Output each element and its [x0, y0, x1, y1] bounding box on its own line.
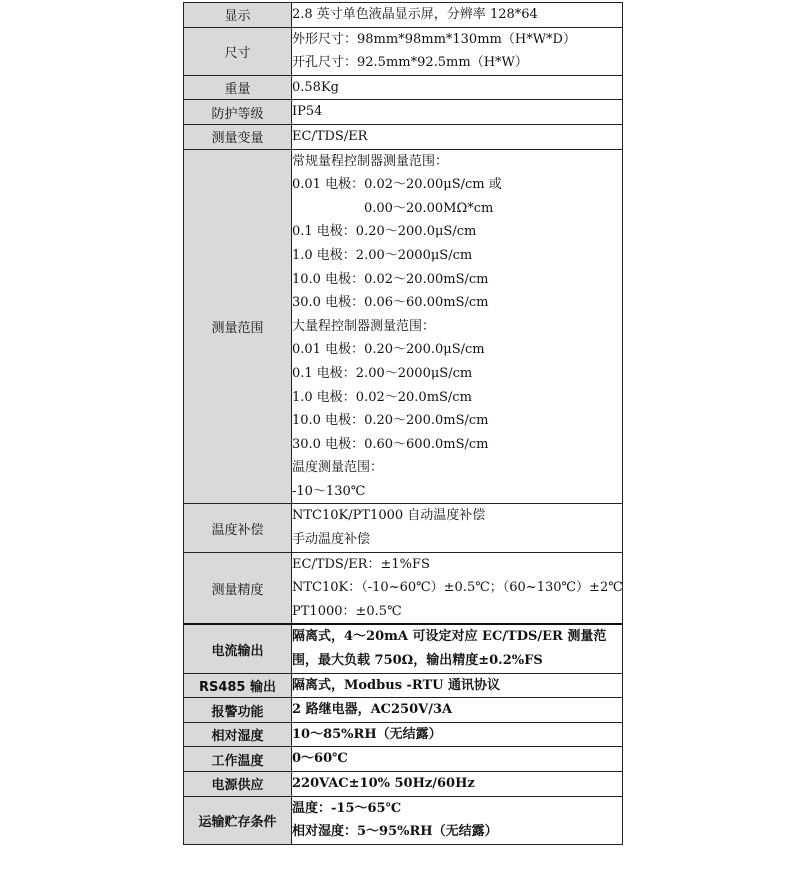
value-line: 手动温度补偿	[292, 532, 371, 548]
spec-table	[183, 2, 623, 845]
value-line: 隔离式，Modbus -RTU 通讯协议	[292, 677, 501, 693]
row-value	[292, 796, 623, 844]
value-line: 2 路继电器，AC250V/3A	[292, 702, 453, 718]
value-line: EC/TDS/ER：±1%FS	[292, 556, 430, 572]
row-label: 运输贮存条件	[184, 796, 292, 844]
value-line: 温度：-15～65℃	[292, 800, 402, 816]
table-row	[184, 673, 623, 698]
table-row	[184, 75, 623, 100]
value-line: 开孔尺寸：92.5mm*92.5mm（H*W）	[292, 55, 528, 71]
row-value	[292, 75, 623, 100]
value-line: 2.8 英寸单色液晶显示屏，分辨率 128*64	[292, 7, 538, 22]
row-value	[292, 772, 623, 797]
value-line: 0.01 电极：0.20～200.0μS/cm	[292, 342, 485, 358]
row-label: 防护等级	[184, 100, 292, 125]
value-line: 0.1 电极：0.20～200.0μS/cm	[292, 224, 477, 240]
row-value	[292, 624, 623, 673]
value-line: 围，最大负载 750Ω，输出精度±0.2%FS	[292, 653, 543, 669]
row-label: 相对湿度	[184, 722, 292, 747]
value-line: 1.0 电极：2.00～2000μS/cm	[292, 247, 473, 263]
value-line: 0.00～20.00MΩ*cm	[364, 200, 494, 216]
table-row	[184, 124, 623, 149]
row-label: 温度补偿	[184, 504, 292, 552]
row-label: 电流输出	[184, 624, 292, 673]
value-line: 0.58Kg	[292, 79, 339, 95]
row-value	[292, 504, 623, 552]
table-row	[184, 27, 623, 75]
table-row	[184, 698, 623, 723]
row-label: 测量变量	[184, 124, 292, 149]
row-label: 显示	[184, 3, 292, 28]
row-value	[292, 552, 623, 624]
value-line: 0～60℃	[292, 751, 348, 767]
row-value	[292, 747, 623, 772]
table-row	[184, 3, 623, 28]
value-line: 30.0 电极：0.06～60.00mS/cm	[292, 295, 489, 311]
table-row	[184, 504, 623, 552]
row-label: 重量	[184, 75, 292, 100]
value-line: 隔离式，4～20mA 可设定对应 EC/TDS/ER 测量范	[292, 629, 607, 645]
row-label: 电源供应	[184, 772, 292, 797]
value-line: PT1000：±0.5℃	[292, 603, 402, 619]
row-label: RS485 输出	[184, 673, 292, 698]
table-row	[184, 624, 623, 673]
value-line: 0.1 电极：2.00～2000μS/cm	[292, 365, 473, 381]
row-label: 尺寸	[184, 27, 292, 75]
row-value	[292, 149, 623, 504]
row-value	[292, 673, 623, 698]
value-line: 220VAC±10% 50Hz/60Hz	[292, 776, 475, 791]
value-line: 1.0 电极：0.02～20.0mS/cm	[292, 389, 472, 405]
value-line: 温度测量范围：	[292, 460, 384, 476]
row-label: 报警功能	[184, 698, 292, 723]
table-row	[184, 722, 623, 747]
table-row	[184, 149, 623, 504]
table-row	[184, 747, 623, 772]
value-line: NTC10K/PT1000 自动温度补偿	[292, 508, 486, 524]
row-value	[292, 100, 623, 125]
row-value	[292, 124, 623, 149]
value-line: 外形尺寸：98mm*98mm*130mm（H*W*D）	[292, 31, 576, 47]
value-line: NTC10K：（-10~60℃）±0.5℃；（60~130℃）±2℃	[292, 580, 623, 596]
value-line: 0.01 电极：0.02～20.00μS/cm 或	[292, 177, 502, 193]
value-line: 大量程控制器测量范围：	[292, 318, 436, 334]
row-value	[292, 698, 623, 723]
value-line: -10～130℃	[292, 483, 366, 499]
row-label: 工作温度	[184, 747, 292, 772]
value-line: 10.0 电极：0.20～200.0mS/cm	[292, 413, 489, 429]
row-value	[292, 722, 623, 747]
value-line: 10.0 电极：0.02～20.00mS/cm	[292, 271, 489, 287]
row-value	[292, 3, 623, 28]
table-row	[184, 100, 623, 125]
value-line: EC/TDS/ER	[292, 128, 368, 144]
row-value	[292, 27, 623, 75]
value-line: 10～85%RH（无结露）	[292, 726, 442, 742]
row-label: 测量精度	[184, 552, 292, 624]
value-line: IP54	[292, 104, 323, 120]
value-line: 30.0 电极：0.60～600.0mS/cm	[292, 436, 489, 452]
table-row	[184, 552, 623, 624]
value-line: 常规量程控制器测量范围：	[292, 153, 449, 169]
row-label: 测量范围	[184, 149, 292, 504]
table-row	[184, 796, 623, 844]
table-row	[184, 772, 623, 797]
value-line: 相对湿度：5～95%RH（无结露）	[292, 824, 498, 840]
